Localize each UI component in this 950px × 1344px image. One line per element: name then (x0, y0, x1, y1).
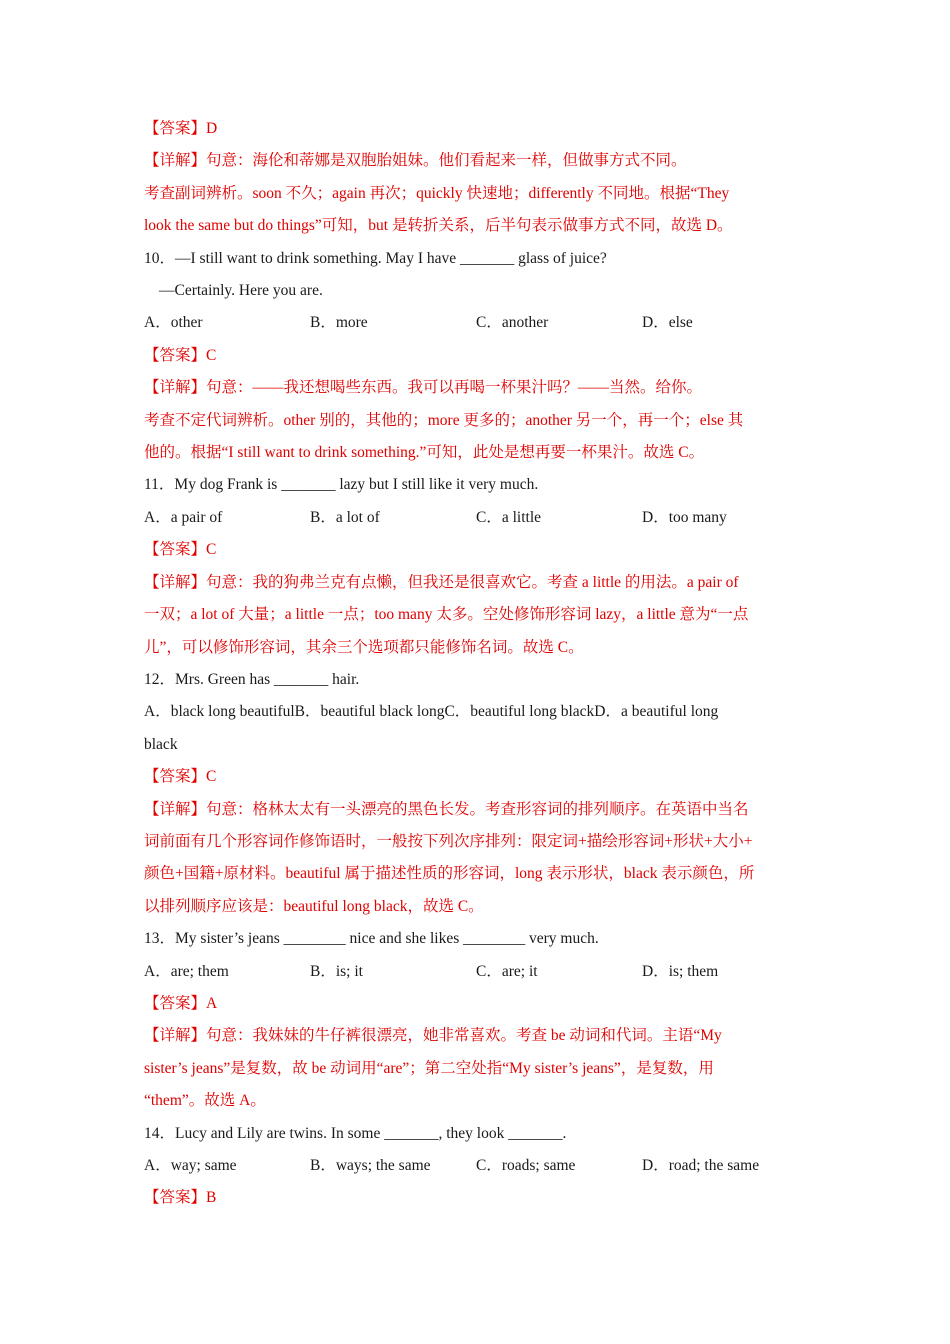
options-row (144, 307, 814, 339)
explanation-line: 词前面有几个形容词作修饰语时，一般按下列次序排列：限定词+描绘形容词+形状+大小+ (144, 832, 753, 850)
explanation-line: 他的。根据“I still want to drink something.”可知，此处是想再要一杯果汁。故选 C。 (144, 444, 705, 462)
explanation-line: 一双；a lot of 大量；a little 一点；too many 太多。空处修饰形容词 lazy，a little 意为“一点 (144, 606, 749, 624)
dialog-line: —Certainly. Here you are. (159, 282, 323, 300)
document-content (144, 113, 814, 1215)
option-c: C．another (476, 314, 549, 332)
option-b: B．beautiful black long (294, 703, 445, 721)
option-continuation: black (144, 735, 178, 753)
question-text: 14．Lucy and Lily are twins. In some _______, they look _______. (144, 1124, 567, 1142)
answer-line: 【答案】D (144, 120, 218, 137)
explanation-line: 考查副词辨析。soon 不久；again 再次；quickly 快速地；differently 不同地。根据“They (144, 184, 730, 202)
question-text: 12．Mrs. Green has _______ hair. (144, 670, 360, 688)
question-text: 11．My dog Frank is _______ lazy but I still like it very much. (144, 476, 539, 494)
answer-line: 【答案】C (144, 346, 217, 364)
option-a: A．a pair of (144, 508, 223, 526)
answer-line: 【答案】C (144, 768, 217, 786)
option-b: B．is; it (310, 962, 363, 980)
option-d: D．else (642, 314, 693, 332)
option-b: B．more (310, 314, 368, 332)
explanation-line: 【详解】句意：格林太太有一头漂亮的黑色长发。考查形容词的排列顺序。在英语中当名 (144, 800, 749, 818)
explanation-line: 【详解】句意：海伦和蒂娜是双胞胎姐妹。他们看起来一样，但做事方式不同。 (144, 152, 687, 170)
option-c: C．a little (476, 508, 542, 526)
option-a: A．way; same (144, 1157, 237, 1174)
option-d: D．a beautiful long (594, 703, 719, 721)
explanation-line: 【详解】句意：——我还想喝些东西。我可以再喝一杯果汁吗？——当然。给你。 (144, 379, 703, 397)
option-d: D．road; the same (642, 1157, 760, 1174)
explanation-line: 【详解】句意：我的狗弗兰克有点懒，但我还是很喜欢它。考查 a little 的用法。a pair of (144, 573, 739, 591)
answer-line: 【答案】A (144, 994, 218, 1012)
option-c: C．are; it (476, 962, 538, 980)
option-a: A．other (144, 314, 203, 332)
answer-line: 【答案】C (144, 541, 217, 559)
option-d: D．is; them (642, 962, 719, 980)
option-a: A．black long beautiful (144, 703, 295, 721)
option-c: C．roads; same (476, 1157, 576, 1174)
options-row (144, 956, 814, 988)
explanation-line: “them”。故选 A。 (144, 1092, 266, 1110)
explanation-line: look the same but do things”可知，but 是转折关系，后半句表示做事方式不同，故选 D。 (144, 217, 733, 235)
answer-line: 【答案】B (144, 1189, 217, 1207)
option-c: C．beautiful long black (444, 703, 595, 721)
question-text: 10．—I still want to drink something. May I have _______ glass of juice? (144, 249, 607, 267)
explanation-line: 【详解】句意：我妹妹的牛仔裤很漂亮，她非常喜欢。考查 be 动词和代词。主语“My (144, 1027, 722, 1045)
explanation-line: 考查不定代词辨析。other 别的，其他的；more 更多的；another 另一个，再一个；else 其 (144, 411, 744, 429)
explanation-line: 儿”，可以修饰形容词，其余三个选项都只能修饰名词。故选 C。 (144, 638, 584, 656)
options-row (144, 696, 814, 728)
question-text: 13．My sister’s jeans ________ nice and she likes ________ very much. (144, 930, 599, 948)
explanation-line: 颜色+国籍+原材料。beautiful 属于描述性质的形容词，long 表示形状，black 表示颜色，所 (144, 865, 755, 883)
option-a: A．are; them (144, 962, 229, 980)
explanation-line: 以排列顺序应该是：beautiful long black，故选 C。 (144, 897, 484, 915)
option-d: D．too many (642, 508, 727, 526)
option-b: B．a lot of (310, 508, 380, 526)
options-row (144, 1150, 814, 1182)
option-b: B．ways; the same (310, 1157, 431, 1174)
options-row (144, 502, 814, 534)
explanation-line: sister’s jeans”是复数，故 be 动词用“are”；第二空处指“My sister’s jeans”，是复数，用 (144, 1059, 714, 1077)
